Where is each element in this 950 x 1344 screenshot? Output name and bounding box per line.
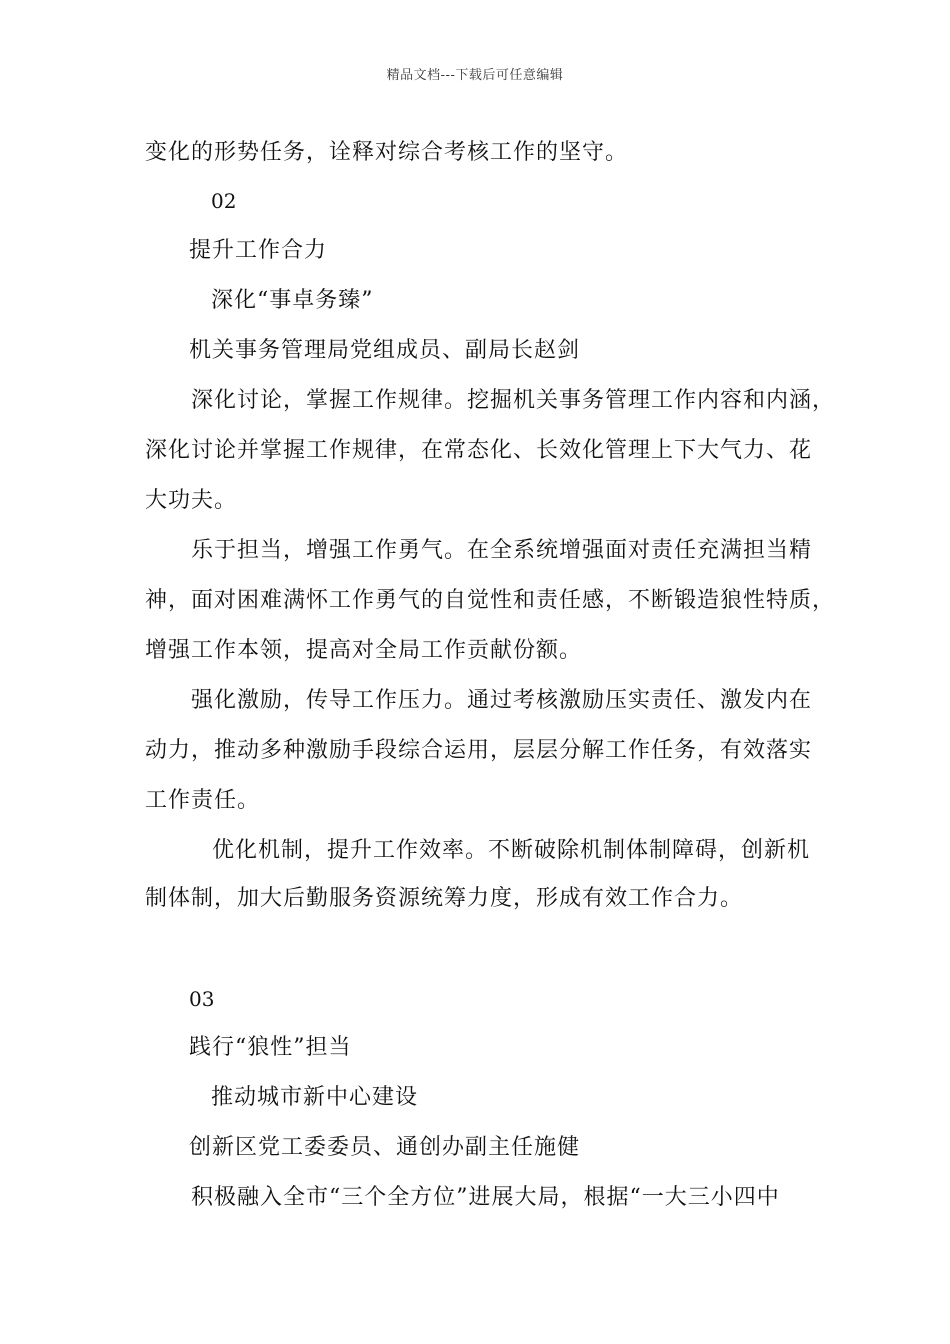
author-line: 创新区党工委委员、通创办副主任施健 (189, 1135, 581, 1160)
paragraph-line: 大功夫。 (145, 488, 238, 513)
section-number: 03 (189, 987, 215, 1011)
paragraph-line: 动力，推动多种激励手段综合运用，层层分解工作任务，有效落实 (145, 738, 813, 763)
section-heading: 提升工作合力 (189, 238, 328, 263)
paragraph-line: 深化讨论并掌握工作规律，在常态化、长效化管理上下大气力、花 (145, 438, 813, 463)
paragraph-line: 增强工作本领，提高对全局工作贡献份额。 (145, 638, 583, 663)
paragraph-line: 强化激励，传导工作压力。通过考核激励压实责任、激发内在 (191, 688, 813, 713)
section-heading: 践行“狼性”担当 (189, 1035, 352, 1060)
section-subheading: 推动城市新中心建设 (211, 1085, 419, 1110)
paragraph-line: 深化讨论，掌握工作规律。挖掘机关事务管理工作内容和内涵， (191, 388, 836, 413)
paragraph-line: 积极融入全市“三个全方位”进展大局，根据“一大三小四中 (191, 1185, 780, 1210)
page-header: 精品文档---下载后可任意编辑 (386, 68, 564, 83)
paragraph-line: 乐于担当，增强工作勇气。在全系统增强面对责任充满担当精 (191, 538, 813, 563)
paragraph-line: 工作责任。 (145, 788, 261, 813)
paragraph-line: 优化机制，提升工作效率。不断破除机制体制障碍，创新机 (212, 838, 811, 863)
section-subheading: 深化“事卓务臻” (211, 288, 374, 313)
paragraph-line: 神，面对困难满怀工作勇气的自觉性和责任感，不断锻造狼性特质， (145, 588, 836, 613)
author-line: 机关事务管理局党组成员、副局长赵剑 (189, 338, 581, 363)
paragraph-line: 变化的形势任务，诠释对综合考核工作的坚守。 (145, 140, 629, 165)
section-number: 02 (211, 189, 237, 213)
paragraph-line: 制体制，加大后勤服务资源统筹力度，形成有效工作合力。 (145, 886, 744, 911)
